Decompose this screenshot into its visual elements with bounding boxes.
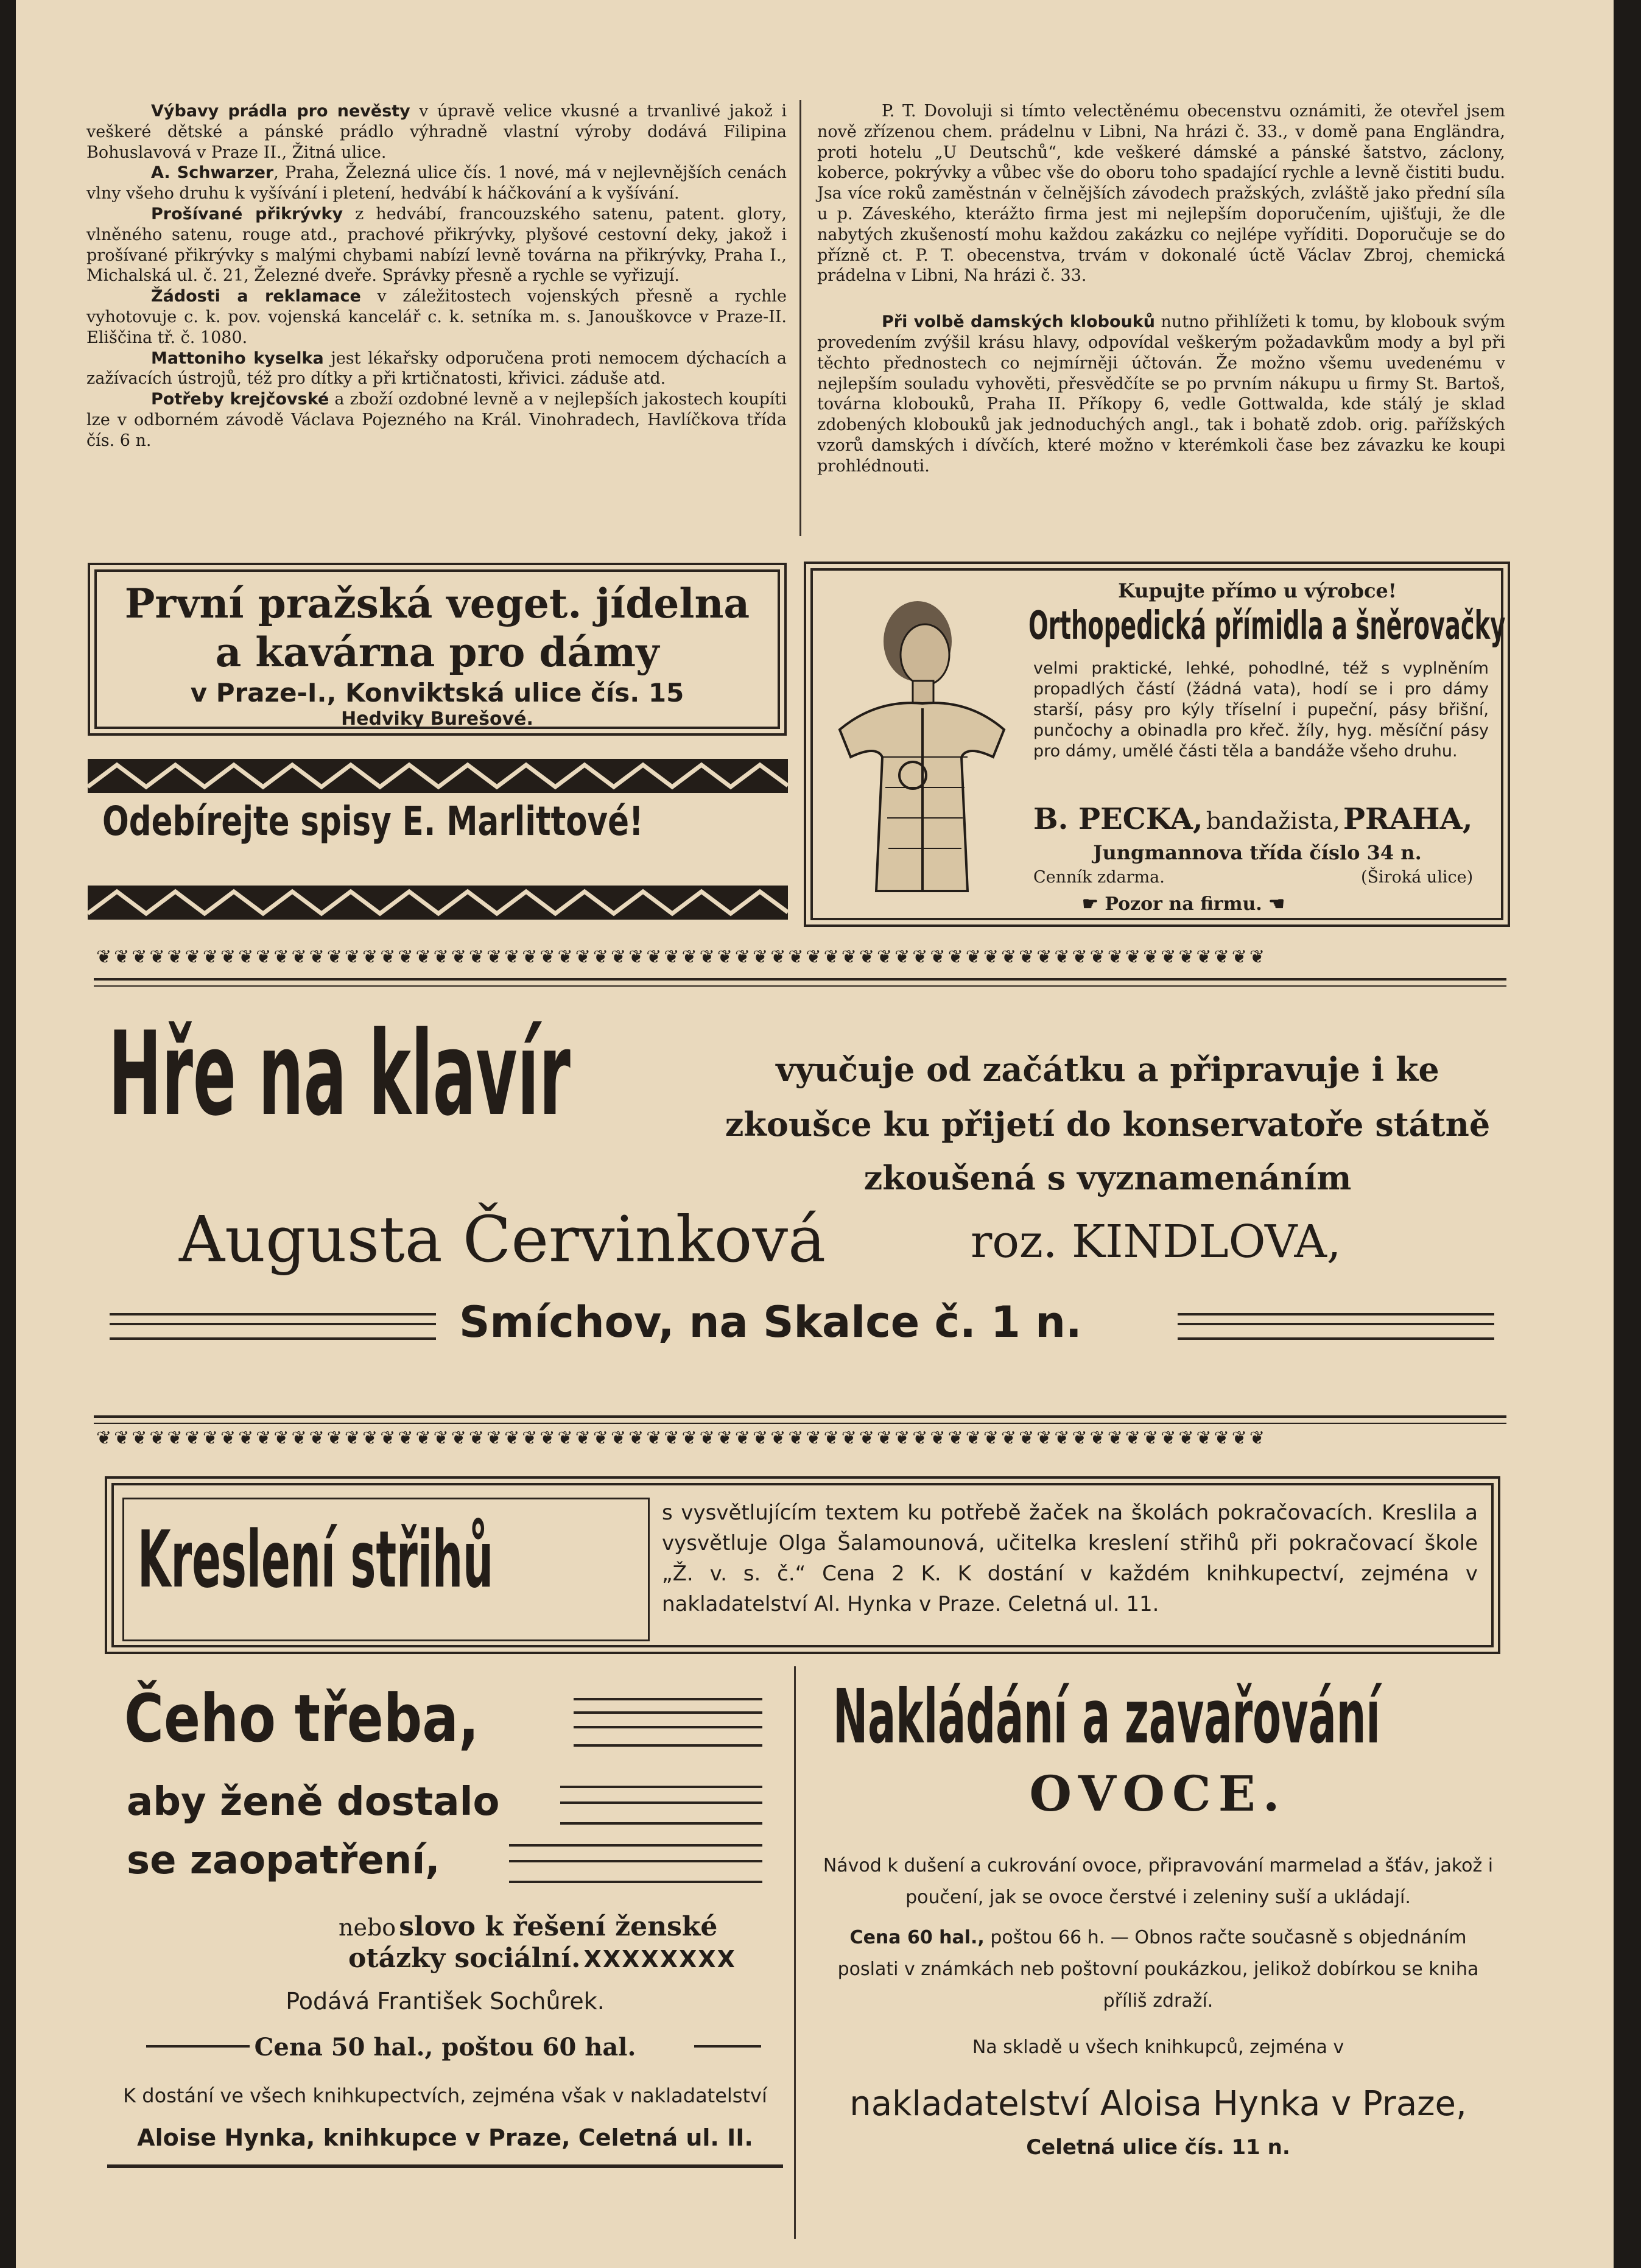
ad-ovoce-title: Nakládání a zavařování: [833, 1677, 1380, 1756]
ad-ovoce-addr: Celetná ulice čís. 11 n.: [1026, 2135, 1290, 2160]
rule-block-2: [560, 1786, 762, 1825]
zigzag-border-top: [88, 759, 788, 793]
ad-pecka-cennik: Cenník zdarma.: [1033, 868, 1165, 887]
triple-rule-left: [110, 1313, 436, 1340]
notice-schwarzer: A. Schwarzer, Praha, Železná ulice čís. 1 nové, má v nejlevnějších cenách vlny všeho druhu k vyšívání i pletení, hedvábí k háčkování a k vyšívání.: [86, 163, 787, 203]
notice-mattoni: Mattoniho kyselka jest lékařsky odporučena proti nemocem dýchacích a zažívacích ústrojů, též pro dítky a při krtičnatosti, křivici. záduše atd.: [86, 348, 787, 389]
ad-strihu: [105, 1476, 1500, 1654]
zigzag-border-bottom: [88, 886, 788, 920]
ad-ceho-pub: Aloise Hynka, knihkupce v Praze, Celetná ul. II.: [137, 2124, 753, 2151]
ad-klavir-l3: zkoušená s vyznamenáním: [863, 1158, 1352, 1197]
ad-ovoce-p3: Na skladě u všech knihkupců, zejména v: [972, 2037, 1344, 2058]
corset-illustration: [815, 574, 1016, 903]
notice-vybavy: Výbavy prádla pro nevěsty v úpravě velice vkusné a trvanlivé jakož i veškeré dětské a pánské prádlo výhradně vlastní výroby dodává Filipina Bohuslavová v Praze II., Žitná ulice.: [86, 102, 787, 162]
notice-pradelna: P. T. Dovoluji si tímto velectěnému obecenstvu oznámiti, že otevřel jsem nově zřízenou chem. prádelnu v Libni, Na hrázi č. 33., v domě pana Engländra, proti hotelu „U Deutschů“, kde veškeré dámské a pánské šatstvo, záclony, koberce, pokrývky a vůbec vše do oboru toho spadající rychle a levně čistiti budu. Jsa více roků zaměstnán v čelnějších závodech pražských, zvláště jako přední síla u p. Záveského, kterážto firma jest mi nejlepším doporučením, ujišťuji, že dle nabytých zkušeností mohu každou zakázku co nejlépe vyříditi. Doporučuje se do přízně ct. P. T. obecenstva, trvám v dokonalé úctě Václav Zbroj, chemická prádelna v Libni, Na hrázi č. 33.: [817, 102, 1505, 286]
ad-ceho-treba: [107, 1666, 783, 2239]
rule-top-1: [94, 978, 1506, 981]
ad-ovoce-p2: Cena 60 hal., poštou 66 h. — Obnos račte současně s objednáním poslati v známkách neb poštovní poukázkou, jelikož dobírkou se kniha příliš zdraží.: [837, 1927, 1479, 2012]
rule-block-3: [509, 1844, 762, 1883]
ad-ovoce-pub: nakladatelství Aloisa Hynka v Praze,: [849, 2084, 1467, 2124]
ad-marlitt-text: Odebírejte spisy E. Marlittové!: [102, 798, 644, 845]
fan-ornament-icon: ❦❦❦❦❦❦❦❦❦❦❦❦❦❦❦❦❦❦❦❦❦❦❦❦❦❦❦❦❦❦❦❦❦❦❦❦❦❦❦❦❦❦❦❦❦❦❦❦❦❦❦❦❦❦❦❦❦❦❦❦❦❦❦❦❦❦: [96, 1428, 1268, 1449]
ad-ovoce: [805, 1666, 1511, 2239]
notice-prikryvky: Prošívané přikrývky z hedvábí, francouzského satenu, patent. gloту, vlněného satenu, rouge atd., prachové přikrývky, plyšové cestovní deky, jakož i prošívané přikrývky s malými chybami nabízí levně továrna na přikrývky, Praha I., Michalská ul. č. 21, Železné dveře. Správky přesně a rychle se vyřizují.: [86, 204, 787, 286]
ad-pecka-title: Orthopedická přímidla a šněrovačky: [1028, 604, 1506, 649]
triple-rule-right: [1178, 1313, 1494, 1340]
ad-strihu-big: Kreslení střihů: [138, 1515, 494, 1605]
ad-pecka-ulice: (Široká ulice): [1361, 868, 1474, 887]
notice-zadosti: Žádosti a reklamace v záležitostech vojenských přesně a rychle vyhotovuje c. k. pov. vojenská kancelář c. k. setníka m. s. Janouškovce v Praze-II. Eliščina tř. č. 1080.: [86, 287, 787, 347]
left-column: [86, 101, 787, 451]
column-divider: [799, 100, 801, 536]
ad-ceho-l1: Čeho třeba,: [124, 1681, 479, 1757]
pointing-hand-icon: ☛: [1082, 893, 1105, 915]
ad-klavir-l1: vyučuje od začátku a připravuje i ke: [776, 1050, 1439, 1089]
notice-klobouky: Při volbě damských klobouků nutno přihlížeti k tomu, by klobouk svým provedením zvýšil krásu hlavy, odpovídal veškerým požadavkům mody a byl při těchto přednostech co nejmírněji účtován. Že možno všemu uvedenému v nejlepším souladu vyhověti, přesvědčíte se po prvním nákupu u firmy St. Bartoš, továrna klobouků, Praha II. Příkopy 6, vedle Gottwalda, kde stálý je sklad zdobených klobouků jak jednoduchých angl., tak i bohatě zdob. orig. pařížských vzorů damských i dívčích, které možno v kterémkoli čase bez závazku ke koupi prohlédnouti.: [817, 312, 1505, 476]
right-column: [817, 101, 1505, 477]
rule-price-right: [694, 2045, 761, 2048]
bottom-column-divider: [794, 1666, 796, 2239]
rule-block-1: [574, 1698, 762, 1747]
ad-marlitt: [88, 759, 788, 926]
ad-jidelna: [88, 563, 787, 736]
ad-klavir-addr: Smíchov, na Skalce č. 1 n.: [459, 1297, 1082, 1347]
ad-ceho-where: K dostání ve všech knihkupectvích, zejména však v nakladatelství: [123, 2084, 767, 2107]
ad-strihu-title-box: [122, 1498, 650, 1641]
ornament-band-top: [96, 946, 1504, 971]
ad-ceho-l5: otázky sociální. XXXXXXXX: [348, 1943, 736, 1974]
ad-pecka-city: PRAHA,: [1343, 802, 1473, 836]
ad-pecka-addr: Jungmannova třída číslo 34 n.: [1093, 841, 1422, 864]
ad-klavir-roz: roz. KINDLOVA,: [971, 1216, 1341, 1268]
notice-krejcovske: Potřeby krejčovské a zboží ozdobné levně a v nejlepších jakostech koupíti lze v odborném závodě Václava Pojezného na Král. Vinohradech, Havlíčkova třída čís. 6 n.: [86, 390, 787, 450]
rule-mid-2: [94, 1423, 1506, 1424]
rule-mid-1: [94, 1415, 1506, 1418]
ad-ceho-price: Cena 50 hal., poštou 60 hal.: [254, 2033, 636, 2062]
fan-ornament-icon: ❦❦❦❦❦❦❦❦❦❦❦❦❦❦❦❦❦❦❦❦❦❦❦❦❦❦❦❦❦❦❦❦❦❦❦❦❦❦❦❦❦❦❦❦❦❦❦❦❦❦❦❦❦❦❦❦❦❦❦❦❦❦❦❦❦❦: [96, 946, 1268, 968]
rule-top-2: [94, 985, 1506, 987]
ad-pecka-trade: bandažista,: [1206, 808, 1340, 834]
ad-ceho-author: Podává František Sochůrek.: [286, 1988, 605, 2015]
ad-ceho-l2: aby ženě dostalo: [127, 1780, 500, 1825]
ad-ovoce-p1: Návod k dušení a cukrování ovoce, připravování marmelad a šťáv, jakož i poučení, jak se ovoce čerstvé i zeleniny suší a ukládají.: [823, 1855, 1494, 1908]
ad-pecka-firm: [1033, 802, 1491, 836]
ad-pecka: [804, 562, 1510, 927]
ad-jidelna-line1: První pražská veget. jídelna: [124, 580, 750, 627]
newspaper-page: [16, 0, 1614, 2268]
ad-jidelna-line3: v Praze-I., Konviktská ulice čís. 15: [190, 678, 684, 708]
ad-strihu-text: s vysvětlujícím textem ku potřebě žaček na školách pokračovacích. Kreslila a vysvětluje Olga Šalamounová, učitelka kreslení střihů při pokračovací škole „Ž. v. s. č.“ Cena 2 K. K dostání v každém knihkupectví, zejména v nakladatelství Al. Hynka v Praze. Celetná ul. 11.: [662, 1501, 1478, 1616]
ornament-band-bottom: [96, 1428, 1504, 1452]
ad-pecka-name: B. PECKA,: [1033, 802, 1203, 836]
ad-jidelna-line2: a kavárna pro dámy: [215, 629, 659, 676]
rule-ceho-bottom: [107, 2164, 783, 2168]
ad-klavir: [94, 999, 1506, 1376]
ad-klavir-big: Hře na klavír: [108, 1007, 571, 1141]
ad-pecka-pozor: ☛ Pozor na firmu. ☚: [1082, 893, 1285, 915]
ad-pecka-top: Kupujte přímo u výrobce!: [1118, 579, 1397, 602]
ad-ovoce-sub: OVOCE.: [1029, 1765, 1287, 1822]
ad-ceho-l5-ornament: XXXXXXXX: [583, 1946, 736, 1973]
pointing-hand-left-icon: ☚: [1262, 893, 1285, 915]
ad-ceho-l3: se zaopatření,: [127, 1838, 440, 1883]
ad-klavir-name: Augusta Červinková: [179, 1202, 826, 1277]
ad-klavir-l2: zkoušce ku přijetí do konservatoře státně: [725, 1105, 1491, 1144]
ad-jidelna-line4: Hedviky Burešové.: [341, 708, 533, 730]
ad-ceho-l4: nebo slovo k řešení ženské: [339, 1911, 718, 1942]
ad-pecka-body: velmi praktické, lehké, pohodlné, též s vyplněním propadlých částí (žádná vata), hodí se i pro dámy starší, pásy pro kýly tříselní i pupeční, pásy břišní, punčochy a obinadla pro křeč. žíly, hyg. měsíční pásy pro dámy, umělé části těla a bandáže všeho druhu.: [1033, 659, 1489, 761]
